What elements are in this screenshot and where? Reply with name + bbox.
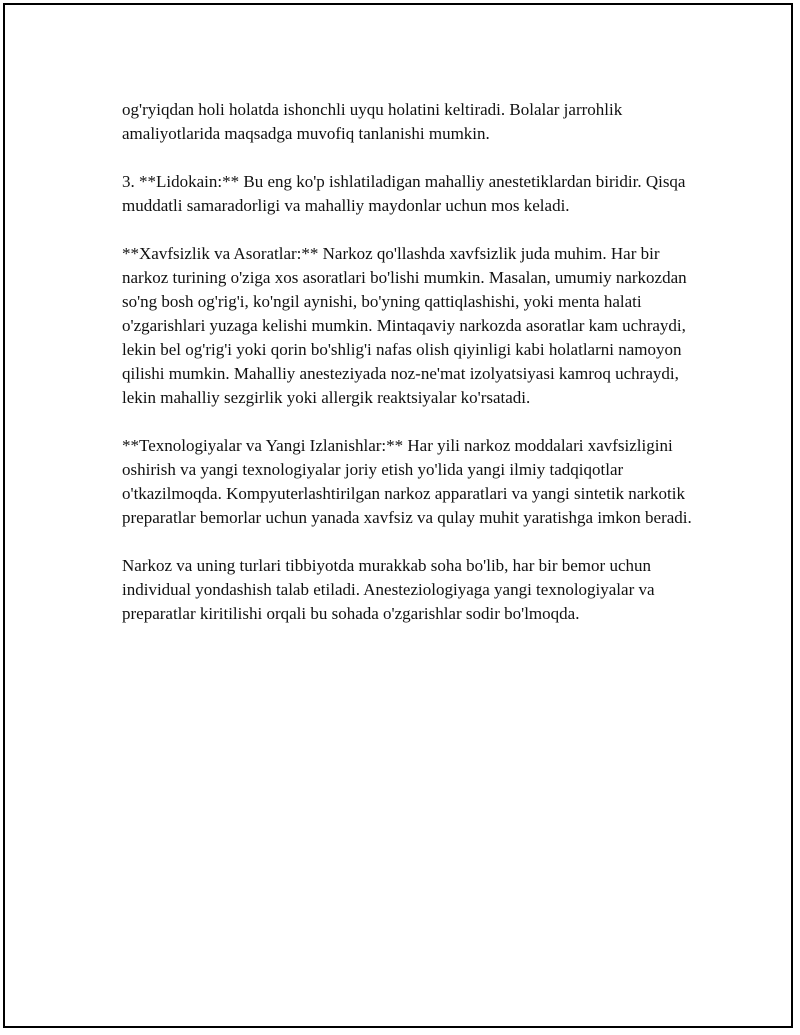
page-border [3,3,793,1028]
paragraph-texnologiyalar: **Texnologiyalar va Yangi Izlanishlar:** Har yili narkoz moddalari xavfsizligini oshirish va yangi texnologiyalar joriy etish yo'lida yangi ilmiy tadqiqotlar o'tkazilmoqda. Kompyuterlashtirilgan narkoz apparatlari va yangi sintetik narkotik preparatlar bemorlar uchun yanada xavfsiz va qulay muhit yaratishga imkon beradi. [122,436,692,527]
paragraph-xulosa: Narkoz va uning turlari tibbiyotda murakkab soha bo'lib, har bir bemor uchun individual yondashish talab etiladi. Anesteziologiyaga yangi texnologiyalar va preparatlar kiritilishi orqali bu sohada o'zgarishlar sodir bo'lmoqda. [122,556,655,623]
paragraph-uyqu-holati: og'ryiqdan holi holatda ishonchli uyqu holatini keltiradi. Bolalar jarrohlik amaliyotlarida maqsadga muvofiq tanlanishi mumkin. [122,100,623,143]
paragraph-lidokain: 3. **Lidokain:** Bu eng ko'p ishlatiladigan mahalliy anestetiklardan biridir. Qisqa muddatli samaradorligi va mahalliy maydonlar uchun mos keladi. [122,172,686,215]
paragraph-xavfsizlik: **Xavfsizlik va Asoratlar:** Narkoz qo'llashda xavfsizlik juda muhim. Har bir narkoz turining o'ziga xos asoratlari bo'lishi mumkin. Masalan, umumiy narkozdan so'ng bosh og'rig'i, ko'ngil aynishi, bo'yning qattiqlashishi, yoki menta halati o'zgarishlari yuzaga kelishi mumkin. Mintaqaviy narkozda asoratlar kam uchraydi, lekin bel og'rig'i yoki qorin bo'shlig'i nafas olish qiyinligi kabi holatlarni namoyon qilishi mumkin. Mahalliy anesteziyada noz-ne'mat izolyatsiyasi kamroq uchraydi, lekin mahalliy sezgirlik yoki allergik reaktsiyalar ko'rsatadi. [122,244,687,407]
document-body [122,98,707,650]
